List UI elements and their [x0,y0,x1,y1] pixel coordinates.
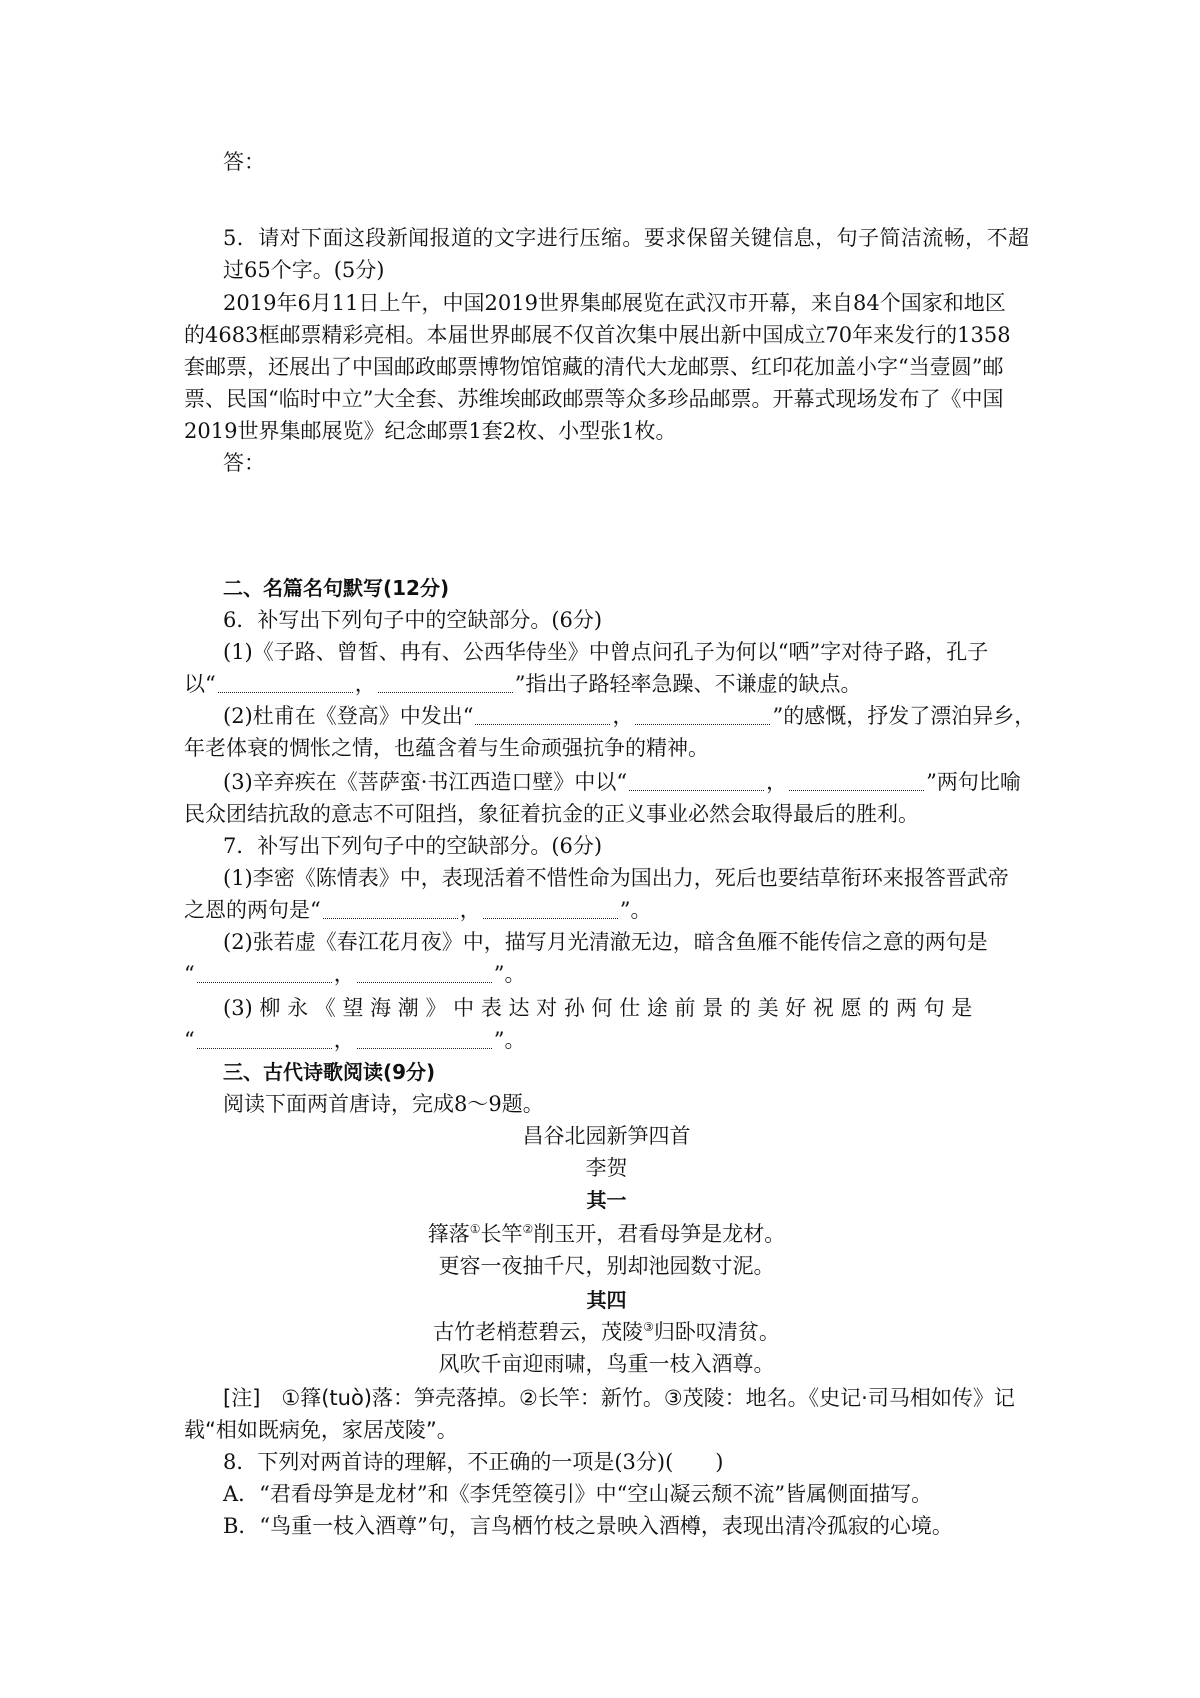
q6-prompt: 6．补写出下列句子中的空缺部分。(6分) [223,608,603,632]
q5-prompt: 5．请对下面这段新闻报道的文字进行压缩。要求保留关键信息，句子简洁流畅，不超过65个字。(5分) [223,226,1029,282]
fill-blank[interactable] [197,1028,332,1049]
poem-title: 昌谷北园新笋四首 [522,1124,691,1148]
q7-item1-line2: 之恩的两句是“ ， ”。 [184,898,652,922]
poem-part-4-line-1: 古竹老梢惹碧云，茂陵③归卧叹清贫。 [433,1320,780,1344]
q6-item3-line1: (3)辛弃疾在《菩萨蛮·书江西造口壁》中以“ ， ”两句比喻 [223,770,1021,794]
poem-part-1-title: 其一 [586,1188,627,1212]
poem-part-1-line-2: 更容一夜抽千尺，别却池园数寸泥。 [438,1254,775,1278]
fill-blank[interactable] [323,898,458,919]
fill-blank[interactable] [197,962,332,983]
q6-item1-line2: 以“ ， ”指出子路轻率急躁、不谦虚的缺点。 [184,672,862,696]
q5-answer-label: 答： [223,451,265,475]
poem-part-1-line-1: 箨落①长竿②削玉开，君看母笋是龙材。 [427,1222,786,1246]
fill-blank[interactable] [475,704,610,725]
q8-prompt: 8．下列对两首诗的理解，不正确的一项是(3分)( ) [223,1450,724,1474]
q6-item1-line1: (1)《子路、曾皙、冉有、公西华侍坐》中曾点问孔子为何以“哂”字对待子路，孔子 [223,640,989,664]
fill-blank[interactable] [218,672,353,693]
q5-passage-line-4: 票、民国“临时中立”大全套、苏维埃邮政邮票等众多珍品邮票。开幕式现场发布了《中国 [184,387,1004,411]
section-2-heading: 二、名篇名句默写(12分) [223,576,450,600]
poem-part-4-title: 其四 [586,1288,627,1312]
fill-blank[interactable] [378,672,513,693]
fill-blank[interactable] [483,898,618,919]
answer-label-top: 答： [223,150,265,174]
q8-option-a[interactable]: A．“君看母笋是龙材”和《李凭箜篌引》中“空山凝云颓不流”皆属侧面描写。 [223,1482,933,1506]
poem-part-4-line-2: 风吹千亩迎雨啸，鸟重一枝入酒尊。 [438,1352,775,1376]
fill-blank[interactable] [629,770,764,791]
q7-prompt: 7．补写出下列句子中的空缺部分。(6分) [223,834,603,858]
poem-author: 李贺 [585,1156,628,1180]
fill-blank[interactable] [635,704,770,725]
q5-passage-line-2: 的4683框邮票精彩亮相。本届世界邮展不仅首次集中展出新中国成立70年来发行的1358 [184,323,1011,347]
section-3-heading: 三、古代诗歌阅读(9分) [223,1060,436,1084]
q7-item2-line2: “ ， ”。 [184,962,526,986]
q5-passage-line-5: 2019世界集邮展览》纪念邮票1套2枚、小型张1枚。 [184,419,677,443]
q7-item3-line2: “ ， ”。 [184,1028,526,1052]
q6-item2-line2: 年老体衰的惆怅之情，也蕴含着与生命顽强抗争的精神。 [184,736,709,760]
note-line-2: 载“相如既病免，家居茂陵”。 [184,1418,458,1442]
q7-item3-line1: (3) 柳 永 《 望 海 潮 》 中 表 达 对 孙 何 仕 途 前 景 的 美 好 祝 愿 的 两 句 是 [223,996,973,1020]
q6-item3-line2: 民众团结抗敌的意志不可阻挡，象征着抗金的正义事业必然会取得最后的胜利。 [184,802,919,826]
q5-passage-line-3: 套邮票，还展出了中国邮政邮票博物馆馆藏的清代大龙邮票、红印花加盖小字“当壹圆”邮 [184,355,1004,379]
q7-item1-line1: (1)李密《陈情表》中，表现活着不惜性命为国出力，死后也要结草衔环来报答晋武帝 [223,866,1009,890]
note-line-1: [注] ①箨(tuò)落：笋壳落掉。②长竿：新竹。③茂陵：地名。《史记·司马相如传》记 [223,1386,1015,1410]
fill-blank[interactable] [789,770,924,791]
fill-blank[interactable] [357,1028,492,1049]
q6-item2-line1: (2)杜甫在《登高》中发出“ ， ”的感慨，抒发了漂泊异乡， [223,704,1036,728]
q7-item2-line1: (2)张若虚《春江花月夜》中，描写月光清澈无边，暗含鱼雁不能传信之意的两句是 [223,930,988,954]
section-3-intro: 阅读下面两首唐诗，完成8～9题。 [223,1092,544,1116]
q8-option-b[interactable]: B．“鸟重一枝入酒尊”句，言鸟栖竹枝之景映入酒樽，表现出清冷孤寂的心境。 [223,1514,953,1538]
fill-blank[interactable] [357,962,492,983]
q5-passage-line-1: 2019年6月11日上午，中国2019世界集邮展览在武汉市开幕，来自84个国家和地区 [223,291,1006,315]
